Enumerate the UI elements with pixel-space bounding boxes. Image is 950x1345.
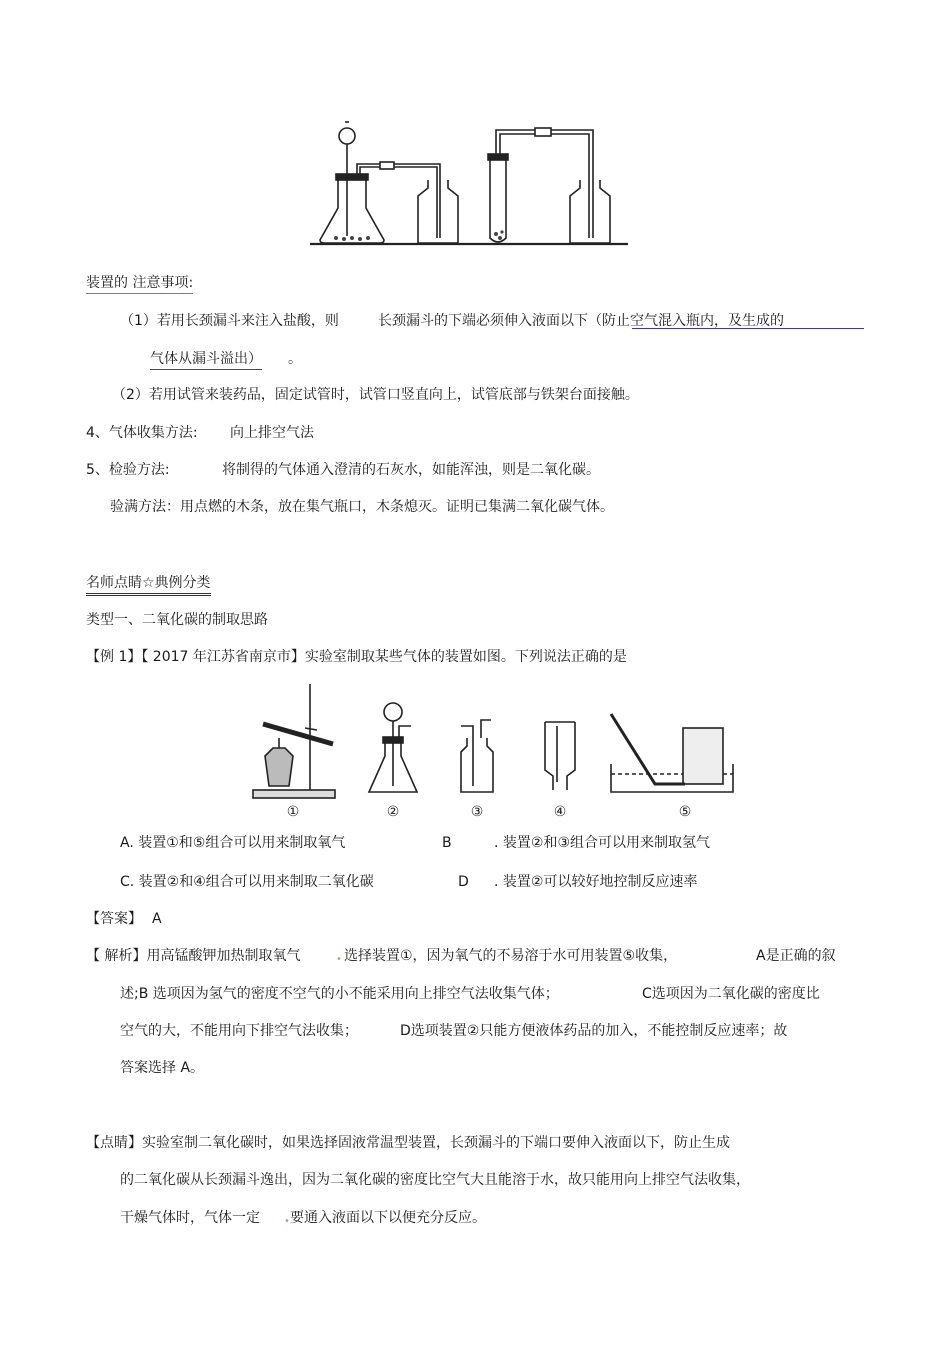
option-b-letter: B (442, 835, 452, 851)
analysis-line-1a: 【 解析】用高锰酸钾加热制取氧气 (86, 948, 301, 964)
collection-value: 向上排空气法 (230, 425, 314, 441)
option-c: C. 装置②和④组合可以用来制取二氧化碳 (120, 874, 374, 890)
example-figure-label-2: ② (386, 804, 400, 820)
analysis-line-2a: 述;B 选项因为氢气的密度不空气的小不能采用向上排空气法收集气体； (120, 986, 559, 1002)
example-figure-label-4: ④ (553, 804, 567, 820)
note-1-part-b: 长颈漏斗的下端必须伸入液面以下（防止空气混入瓶内，及生成的 (378, 313, 784, 329)
example-figure-label-3: ③ (470, 804, 484, 820)
analysis-line-4: 答案选择 A。 (120, 1060, 205, 1076)
master-title: 名师点睛☆典例分类 (86, 574, 211, 596)
note-1-part-a: （1）若用长颈漏斗来注入盐酸，则 (120, 313, 339, 329)
analysis-line-1c: A是正确的叙 (756, 948, 836, 964)
tip-dot-mark: • (284, 1216, 290, 1227)
tip-line-3b: 要通入液面以下以便充分反应。 (290, 1210, 486, 1226)
example-figure-label-5: ⑤ (678, 804, 692, 820)
option-b: . 装置②和③组合可以用来制取氢气 (494, 835, 711, 851)
top-apparatus-figure (310, 118, 630, 248)
tip-line-3a: 干燥气体时，气体一定 (120, 1210, 260, 1226)
option-d-letter: D (458, 874, 469, 890)
notes-heading: 装置的 注意事项: (86, 274, 193, 294)
option-d: . 装置②可以较好地控制反应速率 (494, 874, 698, 890)
analysis-line-3b: D选项装置②只能方便液体药品的加入，不能控制反应速率；故 (400, 1023, 788, 1039)
note-2: （2）若用试管来装药品，固定试管时，试管口竖直向上，试管底部与铁架台面接触。 (112, 387, 639, 403)
tip-line-1: 【点睛】实验室制二氧化碳时，如果选择固液常温型装置，长颈漏斗的下端口要伸入液面以下，防止生成 (86, 1135, 730, 1151)
note-1-underline (632, 328, 864, 329)
analysis-dot-mark: • (336, 954, 342, 965)
analysis-line-2b: C选项因为二氧化碳的密度比 (642, 986, 820, 1002)
answer-value: A (152, 911, 162, 927)
test-method-label: 5、检验方法: (86, 462, 170, 478)
note-1-part-d: 。 (288, 351, 302, 367)
option-a: A. 装置①和⑤组合可以用来制取氧气 (120, 835, 346, 851)
full-check-method: 验满方法：用点燃的木条，放在集气瓶口，木条熄灭。证明已集满二氧化碳气体。 (110, 499, 614, 515)
type-1-title: 类型一、二氧化碳的制取思路 (86, 612, 268, 628)
tip-line-2: 的二氧化碳从长颈漏斗逸出，因为二氧化碳的密度比空气大且能溶于水，故只能用向上排空气法收集， (120, 1172, 750, 1188)
example-intro: 【例 1】【 2017 年江苏省南京市】实验室制取某些气体的装置如图。下列说法正确的是 (86, 649, 627, 665)
note-1-part-c: 气体从漏斗溢出） (150, 350, 262, 370)
analysis-line-3a: 空气的大，不能用向下排空气法收集； (120, 1023, 358, 1039)
collection-label: 4、气体收集方法: (86, 425, 198, 441)
example-figure-label-1: ① (286, 804, 300, 820)
example-apparatus-figure (245, 682, 740, 822)
test-method-value: 将制得的气体通入澄清的石灰水，如能浑浊，则是二氧化碳。 (222, 462, 600, 478)
analysis-line-1b: 选择装置①，因为氧气的不易溶于水可用装置⑤收集， (344, 948, 678, 964)
answer-label: 【答案】 (86, 911, 142, 927)
